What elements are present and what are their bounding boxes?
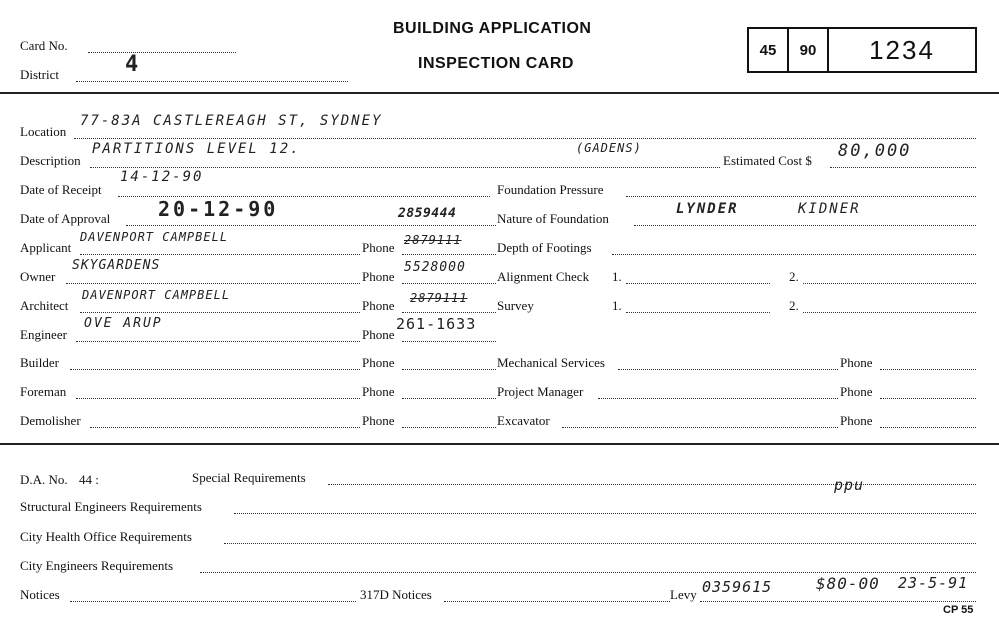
survey-line-2	[803, 312, 976, 313]
city-engineers-requirements-line	[200, 572, 976, 573]
health-office-requirements-label: City Health Office Requirements	[20, 529, 192, 544]
mechanical-phone-label: Phone	[840, 355, 873, 370]
survey-label: Survey	[497, 298, 534, 313]
builder-label: Builder	[20, 355, 59, 370]
owner-line	[66, 283, 360, 284]
district-label: District	[20, 67, 59, 82]
demolisher-label: Demolisher	[20, 413, 81, 428]
estimated-cost-label: Estimated Cost $	[723, 153, 812, 168]
mechanical-services-line	[618, 369, 838, 370]
estimated-cost-value: 80,000	[838, 141, 912, 161]
levy-date: 23-5-91	[898, 574, 969, 592]
ppu-note: ppu	[834, 476, 865, 494]
date-of-receipt-value: 14-12-90	[120, 169, 204, 185]
foundation-pressure-label: Foundation Pressure	[497, 182, 604, 197]
mechanical-phone-line	[880, 369, 976, 370]
title-line2: INSPECTION CARD	[418, 55, 574, 72]
structural-requirements-label: Structural Engineers Requirements	[20, 499, 202, 514]
location-label: Location	[20, 124, 67, 139]
nature-of-foundation-label: Nature of Foundation	[497, 211, 609, 226]
architect-value: DAVENPORT CAMPBELL	[82, 288, 231, 302]
alignment-check-line-2	[803, 283, 976, 284]
district-value: 4	[125, 52, 142, 77]
notices-label: Notices	[20, 587, 60, 602]
da-no-label: D.A. No.	[20, 472, 68, 487]
architect-phone-line	[402, 312, 496, 313]
notices-317d-label: 317D Notices	[360, 587, 432, 602]
notices-line	[70, 601, 356, 602]
code-box-cell-2: 90	[789, 29, 829, 71]
demolisher-line	[90, 427, 360, 428]
excavator-phone-label: Phone	[840, 413, 873, 428]
builder-phone-label: Phone	[362, 355, 395, 370]
engineer-value: OVE ARUP	[84, 316, 163, 331]
nature-of-foundation-value2: KIDNER	[798, 201, 861, 217]
date-of-approval-label: Date of Approval	[20, 211, 111, 226]
code-box-cell-1: 45	[749, 29, 789, 71]
project-manager-line	[598, 398, 838, 399]
owner-value: SKYGARDENS	[72, 258, 161, 273]
applicant-label: Applicant	[20, 240, 72, 255]
foreman-label: Foreman	[20, 384, 67, 399]
excavator-label: Excavator	[497, 413, 550, 428]
builder-phone-line	[402, 369, 496, 370]
owner-label: Owner	[20, 269, 56, 284]
engineer-line	[76, 341, 360, 342]
location-value: 77-83A CASTLEREAGH ST, SYDNEY	[80, 113, 383, 129]
levy-line	[700, 601, 976, 602]
header-divider	[0, 92, 999, 94]
depth-of-footings-label: Depth of Footings	[497, 240, 592, 255]
nature-of-foundation-line	[634, 225, 976, 226]
levy-value: 0359615	[702, 578, 773, 596]
applicant-line	[80, 254, 360, 255]
section-divider	[0, 443, 999, 445]
date-of-approval-value: 20-12-90	[158, 197, 279, 221]
location-line	[74, 138, 976, 139]
health-office-requirements-line	[224, 543, 976, 544]
owner-phone-label: Phone	[362, 269, 395, 284]
description-note: (GADENS)	[576, 141, 642, 155]
alignment-check-line-1	[626, 283, 770, 284]
district-line	[76, 81, 348, 82]
card-no-label: Card No.	[20, 38, 68, 53]
foundation-pressure-line	[626, 196, 976, 197]
code-box	[747, 27, 977, 73]
applicant-value: DAVENPORT CAMPBELL	[80, 230, 229, 244]
foreman-phone-line	[402, 398, 496, 399]
nature-of-foundation-value: LYNDER	[676, 201, 739, 217]
applicant-phone-label: Phone	[362, 240, 395, 255]
date-of-approval-line	[126, 225, 496, 226]
applicant-phone-line	[402, 254, 496, 255]
engineer-label: Engineer	[20, 327, 67, 342]
description-label: Description	[20, 153, 81, 168]
owner-phone-line	[402, 283, 496, 284]
architect-phone-label: Phone	[362, 298, 395, 313]
card-no-line	[88, 52, 236, 53]
excavator-line	[562, 427, 838, 428]
survey-1: 1.	[612, 298, 622, 313]
approval-extra-number: 2859444	[398, 206, 457, 221]
structural-requirements-line	[234, 513, 976, 514]
survey-line-1	[626, 312, 770, 313]
alignment-check-label: Alignment Check	[497, 269, 590, 284]
applicant-phone-value: 2879111	[404, 233, 462, 247]
foreman-phone-label: Phone	[362, 384, 395, 399]
owner-phone-value: 5528000	[404, 260, 466, 275]
title-line1: BUILDING APPLICATION	[393, 20, 592, 37]
demolisher-phone-line	[402, 427, 496, 428]
levy-amount: $80-00	[816, 574, 880, 593]
architect-label: Architect	[20, 298, 69, 313]
notices-317d-line	[444, 601, 670, 602]
form-code: CP 55	[943, 604, 974, 616]
engineer-phone-value: 261-1633	[396, 315, 477, 333]
levy-label: Levy	[670, 587, 697, 602]
estimated-cost-line	[830, 167, 976, 168]
survey-2: 2.	[789, 298, 799, 313]
da-no-value: 44 :	[79, 472, 99, 487]
engineer-phone-label: Phone	[362, 327, 395, 342]
description-line	[90, 167, 720, 168]
special-requirements-line	[328, 484, 976, 485]
special-requirements-label: Special Requirements	[192, 470, 306, 485]
mechanical-services-label: Mechanical Services	[497, 355, 605, 370]
demolisher-phone-label: Phone	[362, 413, 395, 428]
project-manager-phone-line	[880, 398, 976, 399]
excavator-phone-line	[880, 427, 976, 428]
foreman-line	[76, 398, 360, 399]
date-of-receipt-label: Date of Receipt	[20, 182, 102, 197]
architect-phone-value: 2879111	[410, 291, 468, 305]
code-box-number: 1234	[869, 34, 935, 65]
project-manager-label: Project Manager	[497, 384, 584, 399]
alignment-check-2: 2.	[789, 269, 799, 284]
project-manager-phone-label: Phone	[840, 384, 873, 399]
description-value: PARTITIONS LEVEL 12.	[92, 141, 301, 157]
alignment-check-1: 1.	[612, 269, 622, 284]
builder-line	[70, 369, 360, 370]
engineer-phone-line	[402, 341, 496, 342]
architect-line	[80, 312, 360, 313]
city-engineers-requirements-label: City Engineers Requirements	[20, 558, 174, 573]
depth-of-footings-line	[612, 254, 976, 255]
